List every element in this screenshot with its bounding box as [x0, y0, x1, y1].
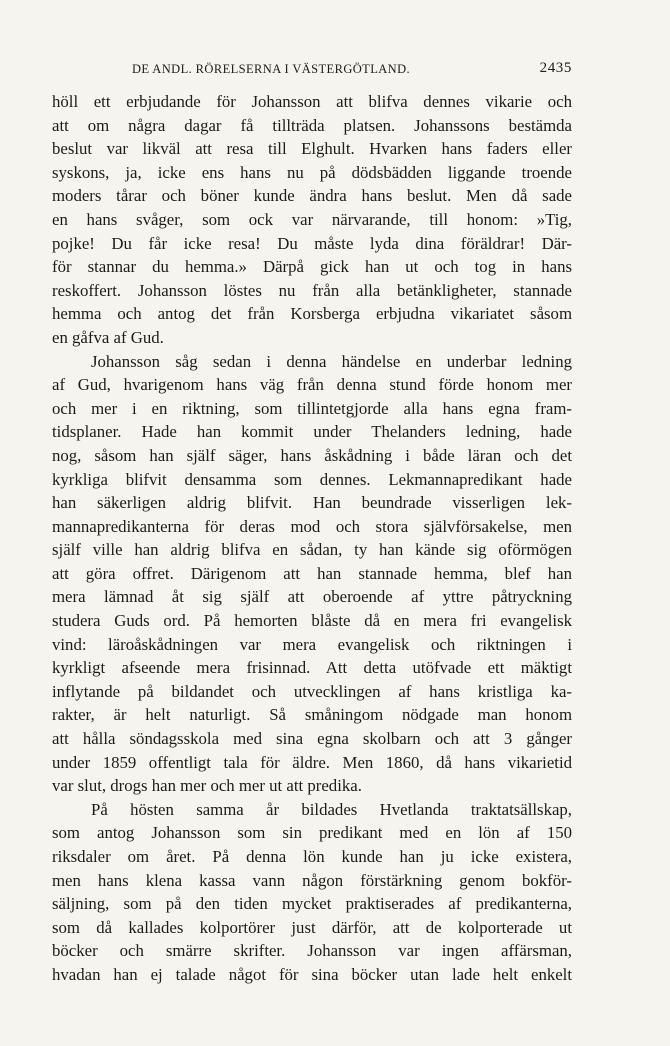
text-line: hvadan han ej talade något för sina böcker utan lade helt enkelt [52, 964, 572, 984]
text-line: mannapredikanterna för deras mod och stora självförsakelse, men [52, 516, 572, 536]
text-line: själf ville han aldrig blifva en sådan, ty han kände sig oförmögen [52, 540, 572, 560]
text-line: beslut var likväl att resa till Elghult. Hvarken hans faders eller [52, 139, 572, 159]
text-line: rakter, är helt naturligt. Så småningom nödgade man honom [52, 705, 572, 725]
text-line: under 1859 offentligt tala för äldre. Men 1860, då hans vikarietid [52, 752, 572, 772]
text-line: inflytande på bildandet och utvecklingen af hans kristliga ka- [52, 681, 572, 701]
text-line: af Gud, hvarigenom hans väg från denna stund förde honom mer [52, 375, 572, 395]
running-head [132, 62, 572, 82]
page-number: 2435 [539, 60, 572, 76]
running-title: DE ANDL. RÖRELSERNA I VÄSTERGÖTLAND. [132, 62, 411, 76]
body-text [52, 90, 572, 987]
text-line: pojke! Du får icke resa! Du måste lyda dina föräldrar! Där- [52, 233, 572, 253]
text-line: På hösten samma år bildades Hvetlanda traktatsällskap, [91, 799, 572, 819]
text-line: var slut, drogs han mer och mer ut att predika. [52, 776, 362, 796]
text-line: en hans svåger, som ock var närvarande, till honom: »Tig, [52, 209, 572, 229]
text-line: kyrkliga blifvit densamma som dennes. Lekmannapredikant hade [52, 469, 572, 489]
text-line: en gåfva af Gud. [52, 327, 164, 347]
text-line: böcker och smärre skrifter. Johansson var ingen affärsman, [52, 941, 572, 961]
text-line: syskons, ja, icke ens hans nu på dödsbädden liggande troende [52, 162, 572, 182]
text-line: mera lämnad åt sig själf att oberoende af yttre påtryckning [52, 587, 572, 607]
text-line: att om några dagar få tillträda platsen. Johanssons bestämda [52, 115, 572, 135]
text-line: tidsplaner. Hade han kommit under Thelanders ledning, hade [52, 422, 572, 442]
text-line: att göra offret. Därigenom att han stannade hemma, blef han [52, 563, 572, 583]
text-line: och mer i en riktning, som tillintetgjorde alla hans egna fram- [52, 398, 572, 418]
text-line: att hålla söndagsskola med sina egna skolbarn och att 3 gånger [52, 729, 572, 749]
text-line: moders tårar och böner kunde ändra hans beslut. Men då sade [52, 186, 572, 206]
text-line: nog, såsom han själf säger, hans åskådning i både läran och det [52, 445, 572, 465]
text-line: studera Guds ord. På hemorten blåste då en mera fri evangelisk [52, 611, 572, 631]
text-line: han säkerligen aldrig blifvit. Han beundrade visserligen lek- [52, 493, 572, 513]
text-line: kyrkligt afseende mera frisinnad. Att detta utöfvade ett mäktigt [52, 658, 572, 678]
text-line: riksdaler om året. På denna lön kunde han ju icke existera, [52, 847, 572, 866]
text-line: höll ett erbjudande för Johansson att blifva dennes vikarie och [52, 92, 572, 111]
text-line: men hans klena kassa vann någon förstärkning genom bokför- [52, 870, 572, 890]
text-line: som då kallades kolportörer just därför, att de kolporterade ut [52, 917, 572, 937]
text-line: reskoffert. Johansson löstes nu från alla betänkligheter, stannade [52, 280, 572, 300]
text-line: för stannar du hemma.» Därpå gick han ut och tog in hans [52, 257, 572, 277]
text-line: Johansson såg sedan i denna händelse en underbar ledning [91, 351, 572, 371]
text-line: som antog Johansson som sin predikant med en lön af 150 [52, 823, 572, 843]
text-line: hemma och antog det från Korsberga erbjudna vikariatet såsom [52, 304, 572, 324]
text-line: säljning, som på den tiden mycket praktiserades af predikanterna, [52, 894, 572, 914]
text-line: vind: läroåskådningen var mera evangelisk och riktningen i [52, 634, 572, 654]
